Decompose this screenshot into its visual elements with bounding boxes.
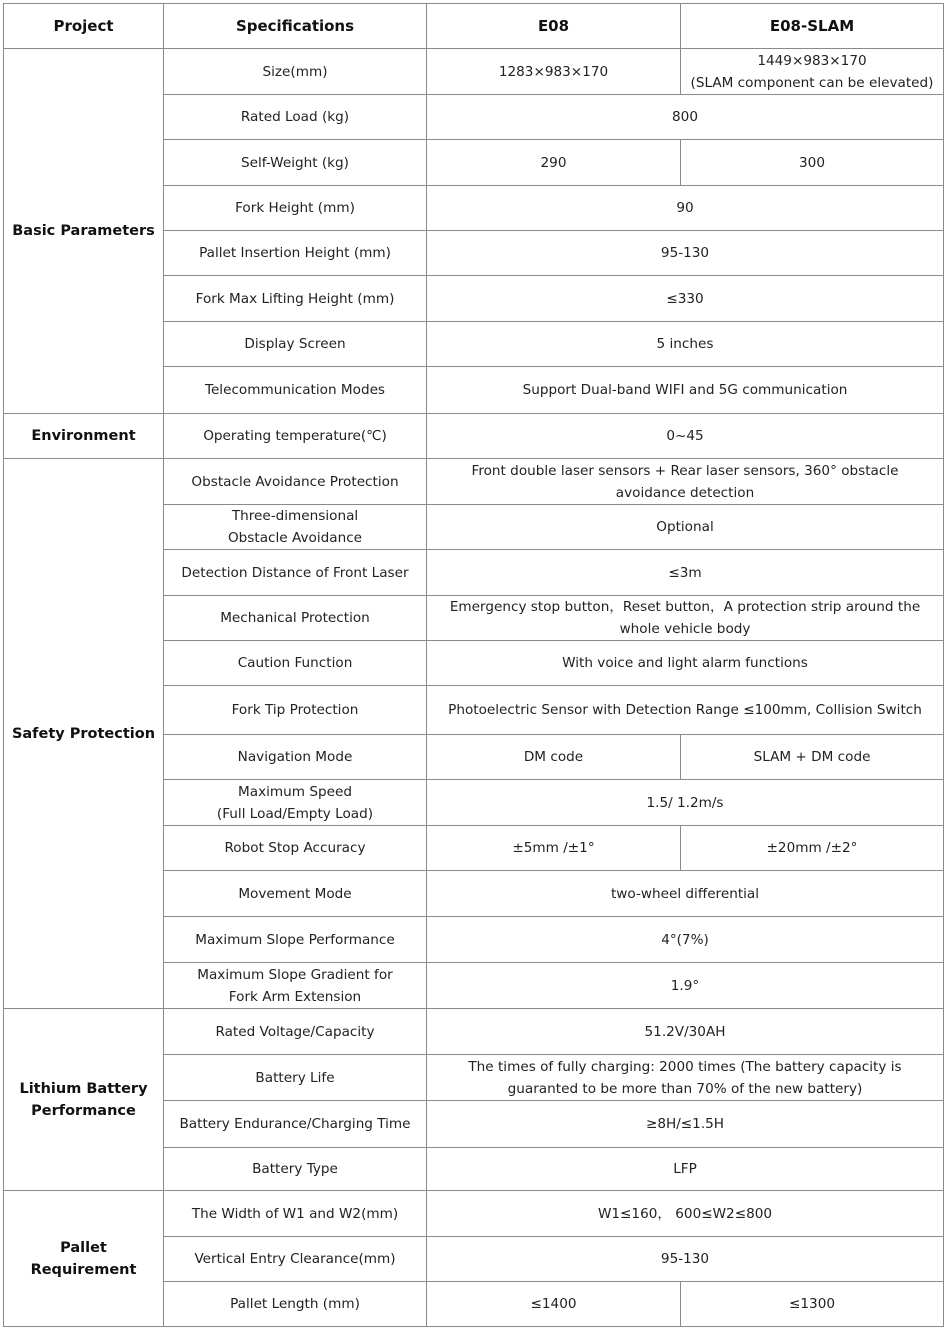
spec-label: [164, 322, 427, 367]
spec-label: [164, 95, 427, 140]
cell-text-line: 290: [540, 154, 567, 171]
spec-label: [164, 1282, 427, 1327]
spec-label: [164, 1009, 427, 1055]
cell-text-line: Battery Endurance/Charging Time: [179, 1116, 411, 1132]
cell-text-line: Performance: [31, 1102, 136, 1119]
value-e08-slam: [681, 1282, 944, 1327]
spec-row: [4, 1191, 944, 1237]
value-e08-slam: [681, 735, 944, 780]
value-shared: [427, 459, 944, 505]
cell-text-line: Safety Protection: [11, 725, 156, 742]
value-shared: [427, 1148, 944, 1191]
cell-text-line: Caution Function: [237, 655, 353, 671]
cell-text-line: Vertical Entry Clearance(mm): [194, 1251, 396, 1267]
cell-text-line: Lithium Battery: [19, 1080, 148, 1097]
spec-label: [164, 505, 427, 550]
cell-text-line: Movement Mode: [238, 885, 352, 902]
cell-text-line: ≥8H/≤1.5H: [645, 1116, 725, 1132]
value-shared: [427, 367, 944, 414]
spec-label: [164, 641, 427, 686]
value-shared: [427, 186, 944, 231]
value-shared: [427, 1191, 944, 1237]
cell-text-line: Photoelectric Sensor with Detection Range ≤100mm, Collision Switch: [448, 702, 922, 718]
cell-text-line: guaranted to be more than 70% of the new battery): [507, 1080, 863, 1097]
spec-label: [164, 1101, 427, 1148]
group-environment: [4, 414, 164, 459]
spec-label: [164, 963, 427, 1009]
cell-text-line: Fork Tip Protection: [231, 702, 359, 718]
value-shared: [427, 550, 944, 596]
cell-text-line: Mechanical Protection: [220, 610, 370, 626]
cell-text-line: ±20mm /±2°: [766, 840, 858, 856]
cell-text-line: 1449×983×170: [757, 52, 867, 69]
value-shared: [427, 95, 944, 140]
spec-label: [164, 1148, 427, 1191]
cell-text-line: Rated Voltage/Capacity: [215, 1023, 375, 1040]
cell-text-line: 1.9°: [670, 977, 700, 994]
spec-label: [164, 735, 427, 780]
cell-text-line: Requirement: [30, 1261, 137, 1278]
group-pallet: [4, 1191, 164, 1327]
group-battery: [4, 1009, 164, 1191]
value-e08: [427, 826, 681, 871]
spec-label: [164, 871, 427, 917]
spec-label: [164, 276, 427, 322]
cell-text-line: Detection Distance of Front Laser: [181, 564, 409, 581]
cell-text-line: 1283×983×170: [498, 63, 609, 80]
spec-label: [164, 596, 427, 641]
cell-text-line: Basic Parameters: [12, 223, 155, 239]
spec-label: [164, 1237, 427, 1282]
cell-text-line: Navigation Mode: [237, 749, 353, 765]
spec-label: [164, 414, 427, 459]
spec-row: [4, 414, 944, 459]
cell-text-line: Obstacle Avoidance: [227, 530, 363, 546]
group-basic: [4, 49, 164, 414]
spec-table: [3, 3, 944, 1327]
cell-text-line: Battery Type: [252, 1161, 338, 1177]
value-e08-slam: [681, 49, 944, 95]
spec-label: [164, 459, 427, 505]
cell-text-line: Battery Life: [255, 1069, 335, 1086]
cell-text-line: 0~45: [666, 428, 704, 444]
value-shared: [427, 686, 944, 735]
spec-row: [4, 459, 944, 505]
value-e08-slam: [681, 140, 944, 186]
cell-text-line: Front double laser sensors + Rear laser sensors, 360° obstacle: [471, 462, 899, 479]
spec-row: [4, 49, 944, 95]
spec-label: [164, 826, 427, 871]
spec-label: [164, 1191, 427, 1237]
cell-text-line: Support Dual-band WIFI and 5G communication: [522, 382, 848, 398]
cell-text-line: ≤330: [666, 290, 704, 307]
cell-text-line: Fork Arm Extension: [228, 988, 362, 1005]
value-shared: [427, 1237, 944, 1282]
cell-text-line: Optional: [656, 519, 714, 535]
spec-label: [164, 186, 427, 231]
cell-text-line: ≤1300: [789, 1296, 835, 1312]
spec-label: [164, 780, 427, 826]
cell-text-line: (Full Load/Empty Load): [216, 805, 374, 822]
cell-text-line: 4°(7%): [661, 931, 709, 948]
value-shared: [427, 231, 944, 276]
cell-text-line: 51.2V/30AH: [644, 1023, 726, 1040]
cell-text-line: 95-130: [660, 245, 710, 261]
cell-text-line: Pallet: [60, 1239, 107, 1256]
spec-label: [164, 686, 427, 735]
cell-text-line: Fork Height (mm): [235, 200, 355, 216]
cell-text-line: Size(mm): [262, 63, 328, 80]
spec-table-body: [4, 4, 944, 1327]
spec-row: [4, 1009, 944, 1055]
cell-text-line: Telecommunication Modes: [204, 382, 386, 398]
cell-text-line: two-wheel differential: [610, 885, 760, 902]
cell-text-line: Self-Weight (kg): [241, 154, 349, 171]
value-shared: [427, 1055, 944, 1101]
header-e08-slam: E08-SLAM: [681, 4, 944, 49]
cell-text-line: W1≤160， 600≤W2≤800: [597, 1205, 773, 1222]
spec-label: [164, 49, 427, 95]
cell-text-line: whole vehicle body: [619, 621, 751, 637]
cell-text-line: Obstacle Avoidance Protection: [191, 473, 399, 490]
value-shared: [427, 917, 944, 963]
cell-text-line: Pallet Length (mm): [230, 1296, 360, 1312]
value-e08: [427, 735, 681, 780]
header-e08: E08: [427, 4, 681, 49]
cell-text-line: 800: [672, 109, 698, 125]
value-e08-slam: [681, 826, 944, 871]
value-shared: [427, 596, 944, 641]
value-e08: [427, 1282, 681, 1327]
value-shared: [427, 641, 944, 686]
cell-text-line: Maximum Speed: [238, 783, 352, 800]
cell-text-line: ±5mm /±1°: [512, 840, 595, 856]
group-safety: [4, 459, 164, 1009]
cell-text-line: SLAM + DM code: [753, 749, 871, 765]
cell-text-line: ≤3m: [668, 564, 702, 581]
value-e08: [427, 140, 681, 186]
cell-text-line: Maximum Slope Gradient for: [197, 966, 393, 983]
value-e08: [427, 49, 681, 95]
value-shared: [427, 1009, 944, 1055]
cell-text-line: Three-dimensional: [231, 508, 359, 524]
spec-label: [164, 1055, 427, 1101]
value-shared: [427, 505, 944, 550]
header-specifications: Specifications: [164, 4, 427, 49]
cell-text-line: 95-130: [660, 1251, 710, 1267]
cell-text-line: Fork Max Lifting Height (mm): [195, 290, 395, 307]
header-row: [4, 4, 944, 49]
cell-text-line: Maximum Slope Performance: [195, 931, 395, 948]
cell-text-line: 1.5/ 1.2m/s: [646, 794, 724, 811]
cell-text-line: avoidance detection: [615, 484, 755, 501]
spec-label: [164, 550, 427, 596]
cell-text-line: Pallet Insertion Height (mm): [199, 245, 391, 261]
value-shared: [427, 963, 944, 1009]
cell-text-line: The times of fully charging: 2000 times (The battery capacity is: [468, 1058, 902, 1075]
spec-label: [164, 367, 427, 414]
cell-text-line: Rated Load (kg): [240, 109, 350, 125]
cell-text-line: 300: [799, 154, 825, 171]
cell-text-line: LFP: [673, 1161, 697, 1177]
value-shared: [427, 276, 944, 322]
cell-text-line: Environment: [31, 428, 136, 444]
value-shared: [427, 414, 944, 459]
cell-text-line: Emergency stop button，Reset button，A protection strip around the: [449, 599, 921, 615]
cell-text-line: With voice and light alarm functions: [562, 655, 808, 671]
spec-label: [164, 917, 427, 963]
value-shared: [427, 1101, 944, 1148]
header-project: Project: [4, 4, 164, 49]
cell-text-line: 5 inches: [656, 336, 714, 352]
cell-text-line: Operating temperature(℃): [203, 428, 387, 444]
value-shared: [427, 322, 944, 367]
value-shared: [427, 780, 944, 826]
cell-text-line: ≤1400: [530, 1296, 577, 1312]
value-shared: [427, 871, 944, 917]
cell-text-line: Display Screen: [244, 336, 346, 352]
cell-text-line: Robot Stop Accuracy: [224, 840, 366, 856]
spec-label: [164, 231, 427, 276]
spec-label: [164, 140, 427, 186]
cell-text-line: (SLAM component can be elevated): [690, 74, 934, 91]
cell-text-line: DM code: [523, 749, 584, 765]
cell-text-line: The Width of W1 and W2(mm): [191, 1205, 399, 1222]
cell-text-line: 90: [676, 200, 694, 216]
